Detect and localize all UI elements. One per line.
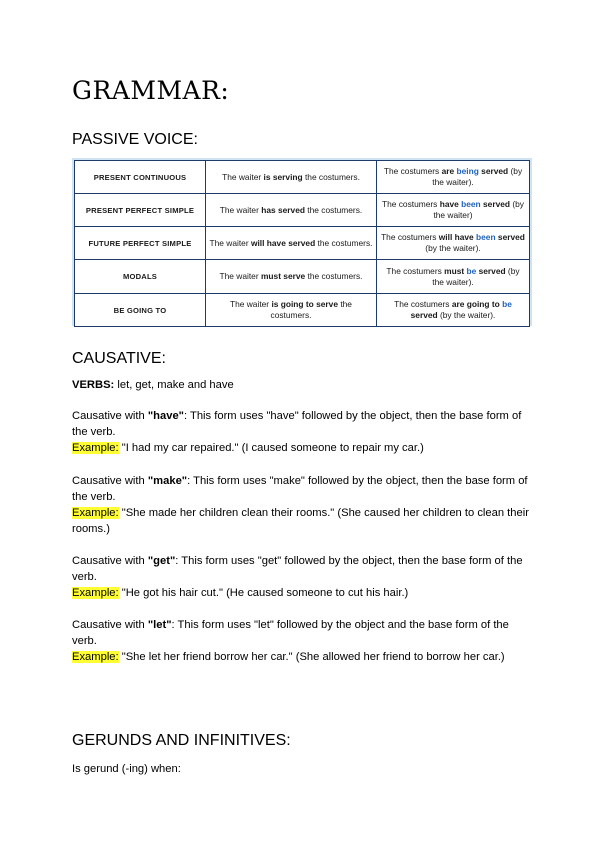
passive-table-row (75, 294, 530, 327)
sentence-part: served (410, 310, 438, 320)
passive-table-row (75, 161, 530, 194)
sentence-part: are (441, 166, 455, 176)
causative-explanation: : This form uses "have" followed by the object, then the base form of the verb. (72, 410, 522, 438)
causative-intro: Causative with (72, 555, 148, 567)
causative-explanation: : This form uses "make" followed by the object, then the base form of the verb. (72, 475, 528, 503)
gerunds-heading: GERUNDS AND INFINITIVES: (72, 732, 291, 749)
passive-voice-table-image (72, 158, 532, 326)
sentence-part: will have (438, 232, 474, 242)
tense-label: FUTURE PERFECT SIMPLE (75, 227, 206, 260)
verbs-label: VERBS: (72, 379, 115, 391)
sentence-part: served (481, 166, 509, 176)
causative-item (72, 553, 532, 601)
sentence-part: The waiter (230, 299, 272, 309)
sentence-part: are going to (451, 299, 500, 309)
active-sentence (206, 260, 377, 294)
sentence-part: (by the waiter). (432, 265, 520, 287)
sentence-part: have (439, 199, 459, 209)
example-text: "She let her friend borrow her car." (She allowed her friend to borrow her car.) (118, 651, 505, 663)
causative-verb: "get" (147, 555, 176, 567)
sentence-part: being (456, 166, 479, 176)
causative-explanation: : This form uses "let" followed by the object and the base form of the verb. (72, 619, 509, 647)
passive-sentence (377, 294, 530, 327)
causative-heading: CAUSATIVE: (72, 350, 166, 367)
sentence-part: must (444, 265, 465, 276)
example-text: "He got his hair cut." (He caused someone to cut his hair.) (118, 587, 409, 599)
sentence-part: served (483, 199, 511, 209)
sentence-part: The costumers (394, 299, 452, 309)
sentence-part: is serving (263, 171, 303, 182)
causative-verb: "make" (147, 475, 188, 487)
sentence-part: served (497, 232, 525, 242)
causative-verb: "let" (147, 619, 172, 631)
sentence-part: The costumers (381, 232, 439, 242)
sentence-part: be (466, 265, 477, 276)
passive-voice-table (74, 160, 530, 327)
sentence-part: (by the waiter). (425, 243, 481, 253)
example-text: "I had my car repaired." (I caused someone to repair my car.) (118, 442, 424, 454)
sentence-part: will have served (250, 237, 316, 248)
sentence-part: (by the waiter). (437, 310, 496, 320)
passive-table-row (75, 194, 530, 227)
tense-label: MODALS (75, 260, 206, 294)
passive-table-row (75, 227, 530, 260)
sentence-part: The costumers (381, 199, 440, 209)
sentence-part: the costumers. (270, 299, 352, 320)
sentence-part: The waiter (219, 204, 262, 215)
active-sentence (206, 227, 377, 260)
causative-explanation: : This form uses "get" followed by the object, then the base form of the verb. (72, 555, 523, 583)
sentence-part: The costumers (383, 166, 442, 176)
sentence-part: (by the waiter). (432, 166, 523, 187)
tense-label: BE GOING TO (75, 294, 206, 327)
active-sentence (206, 161, 377, 194)
active-sentence (206, 294, 377, 327)
example-label: Example: (72, 587, 119, 599)
page-title: GRAMMAR: (72, 76, 230, 105)
verbs-line (72, 377, 532, 393)
sentence-part: been (476, 232, 496, 242)
sentence-part: The waiter (209, 237, 251, 248)
causative-item (72, 473, 532, 537)
sentence-part: The waiter (219, 271, 261, 281)
passive-voice-heading: PASSIVE VOICE: (72, 131, 198, 148)
sentence-part: been (461, 199, 481, 209)
gerunds-line: Is gerund (-ing) when: (72, 763, 181, 775)
tense-label: PRESENT CONTINUOUS (75, 161, 206, 194)
passive-table-row (75, 260, 530, 294)
causative-intro: Causative with (72, 410, 148, 422)
passive-sentence (377, 227, 530, 260)
causative-intro: Causative with (72, 475, 148, 487)
sentence-part: must serve (260, 271, 306, 281)
tense-label: PRESENT PERFECT SIMPLE (75, 194, 206, 227)
sentence-part: the costumers. (302, 171, 360, 182)
example-label: Example: (72, 651, 119, 663)
example-label: Example: (72, 442, 119, 454)
passive-sentence (377, 194, 530, 227)
causative-item (72, 617, 532, 665)
active-sentence (206, 194, 377, 227)
sentence-part: the costumers. (304, 204, 363, 215)
sentence-part: the costumers. (315, 237, 373, 248)
verbs-list: let, get, make and have (114, 379, 234, 391)
sentence-part: served (478, 265, 506, 276)
sentence-part: (by the waiter) (433, 199, 524, 220)
passive-sentence (377, 161, 530, 194)
sentence-part: is going to serve (271, 299, 338, 309)
sentence-part: has served (261, 204, 305, 215)
sentence-part: the costumers. (305, 271, 363, 281)
causative-intro: Causative with (72, 619, 148, 631)
example-text: "She made her children clean their rooms." (She caused her children to clean their rooms.) (72, 507, 529, 535)
causative-item (72, 408, 532, 456)
sentence-part: be (502, 299, 512, 309)
example-label: Example: (72, 507, 119, 519)
causative-verb: "have" (147, 410, 184, 422)
sentence-part: The costumers (386, 265, 445, 276)
sentence-part: The waiter (222, 171, 264, 182)
passive-sentence (377, 260, 530, 294)
